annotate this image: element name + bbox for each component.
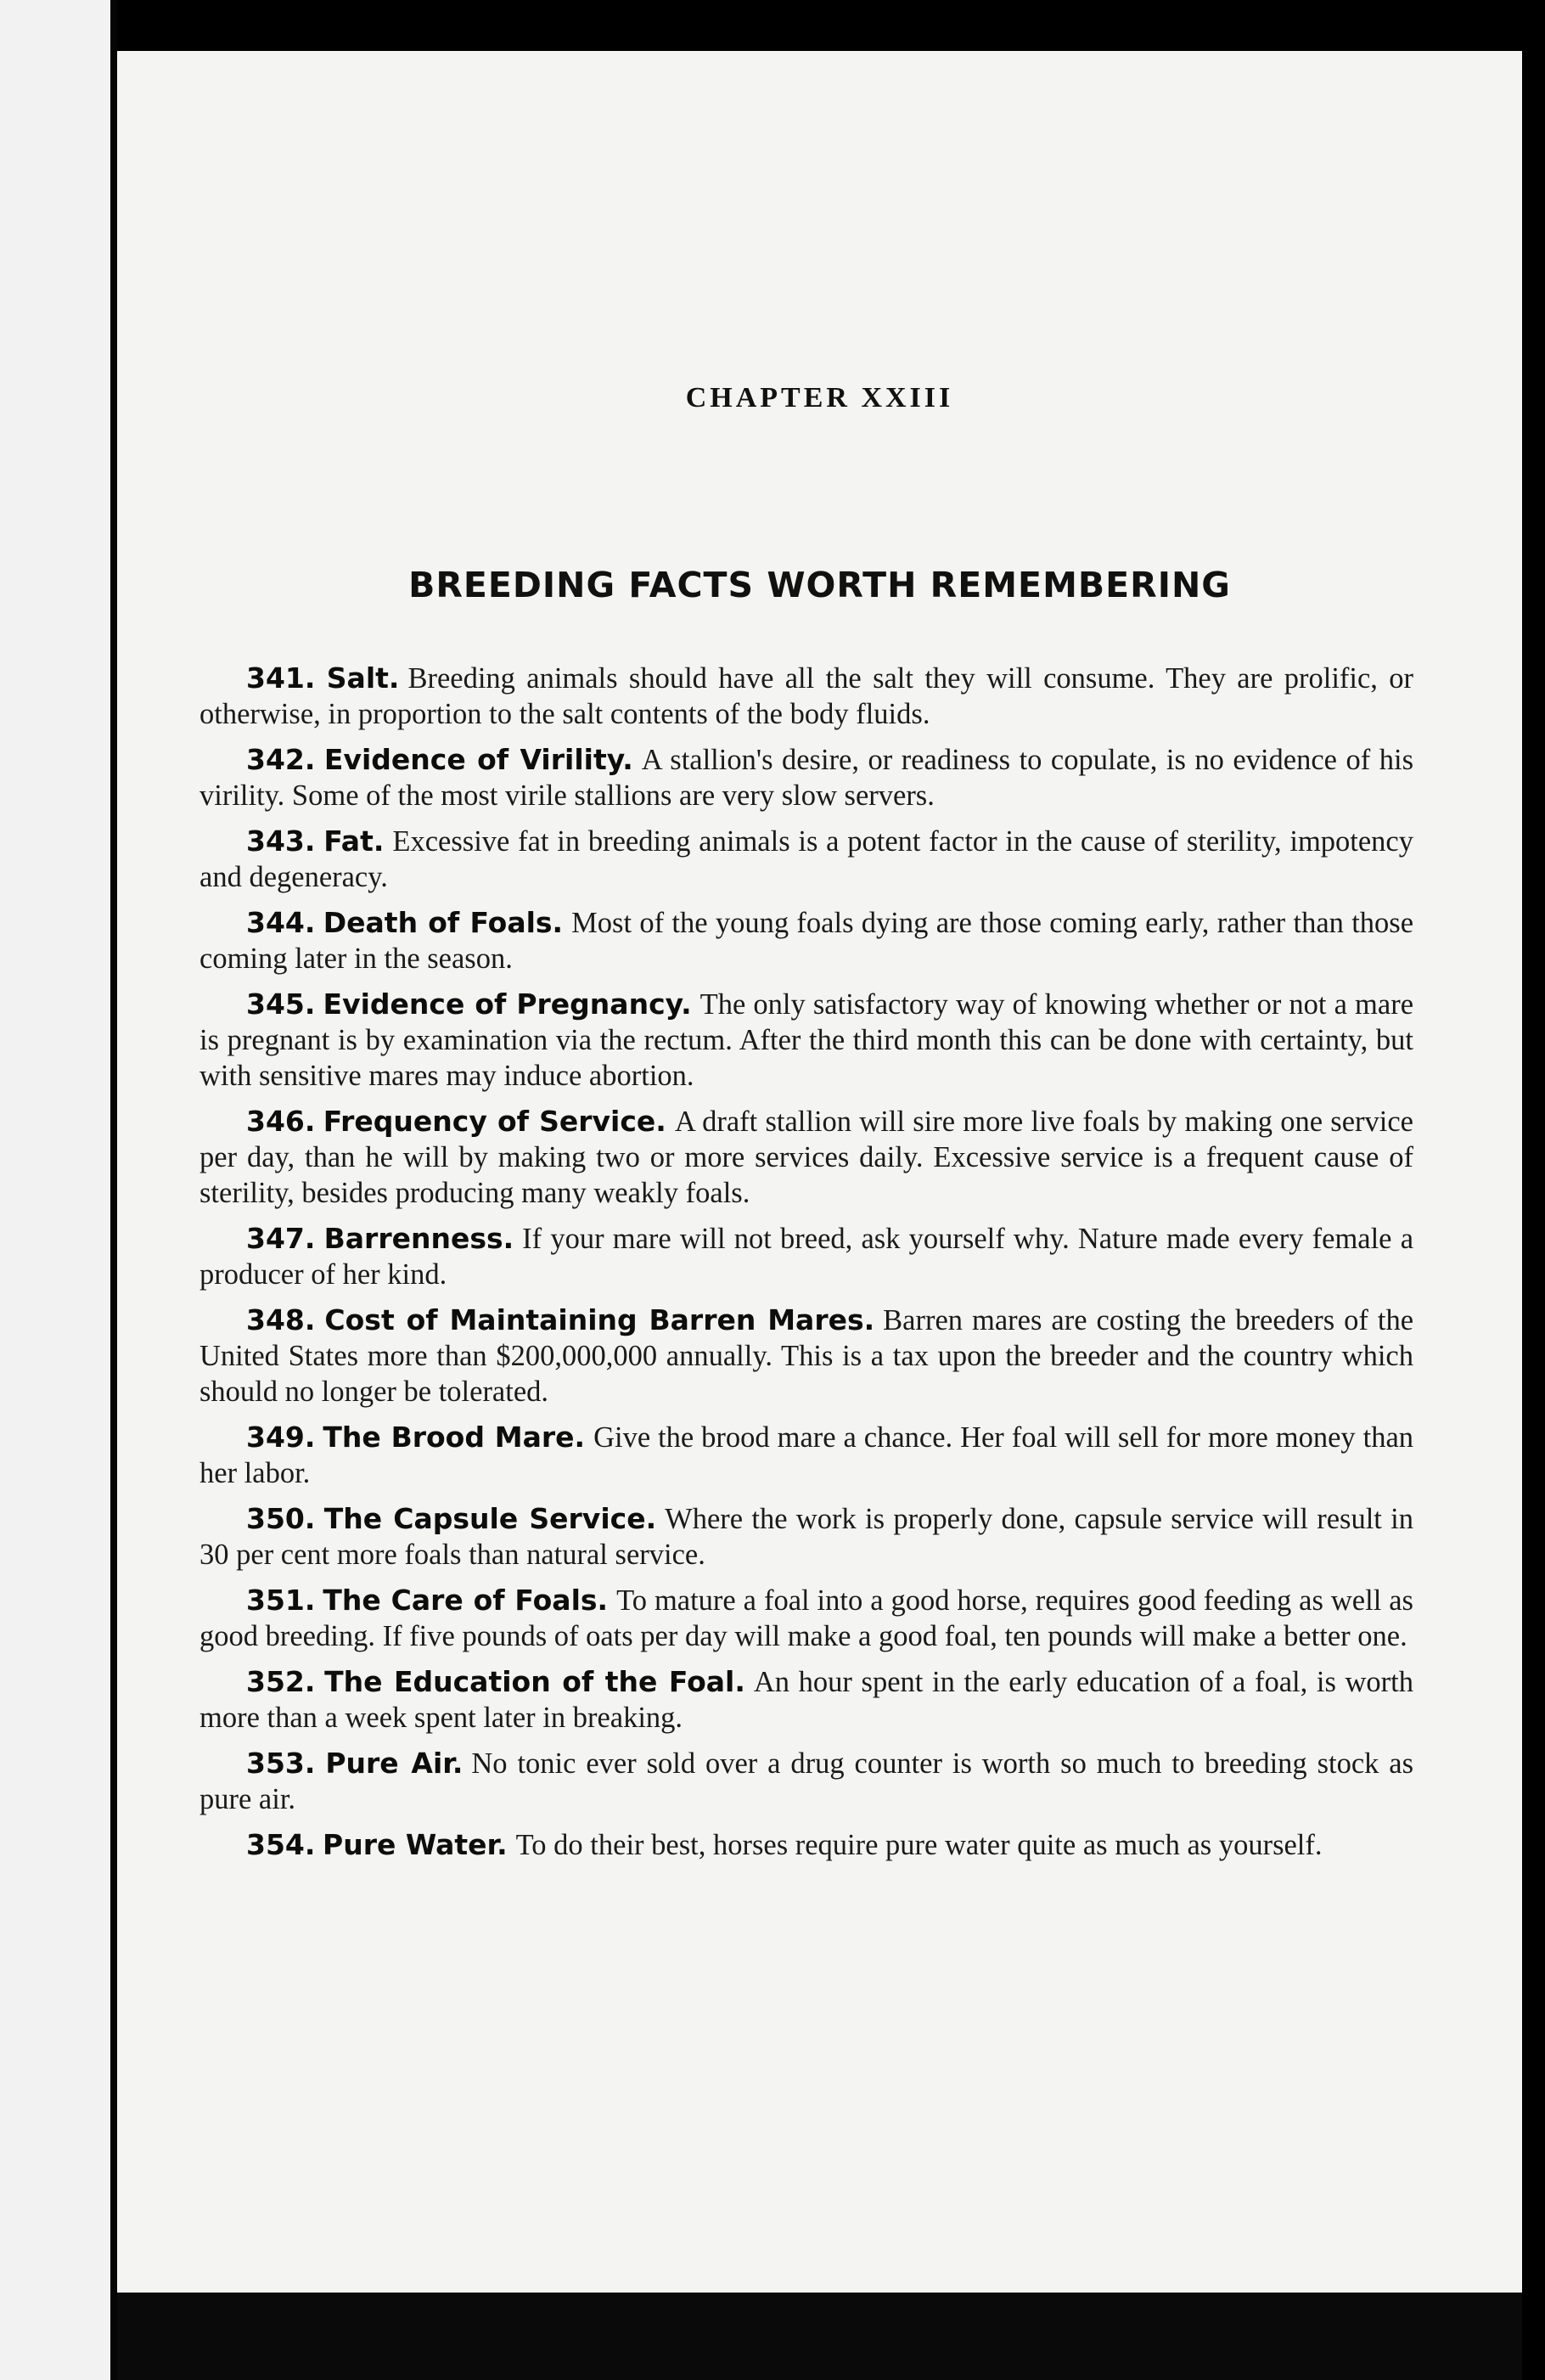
entry-heading: The Brood Mare. <box>323 1421 586 1454</box>
book-page <box>117 51 1522 2293</box>
chapter-heading: CHAPTER XXIII <box>685 382 954 414</box>
entry-text: Most of the young foals dying are those coming early, rather than those coming later in the season. <box>199 907 1414 975</box>
breeding-facts-list <box>199 661 1413 1873</box>
fact-entry-352 <box>199 1664 1413 1736</box>
adjacent-page-edge <box>0 0 110 2380</box>
entry-number: 351. <box>246 1584 316 1617</box>
entry-text: Where the work is properly done, capsule service will result in 30 per cent more foals than natural service. <box>199 1503 1413 1571</box>
entry-number: 344. <box>246 906 316 939</box>
entry-heading: Cost of Maintaining Barren Mares. <box>324 1303 875 1336</box>
entry-number: 342. <box>246 743 316 776</box>
fact-entry-342 <box>199 742 1413 813</box>
fact-entry-343 <box>199 824 1413 895</box>
entry-text: To do their best, horses require pure water quite as much as yourself. <box>515 1829 1323 1861</box>
fact-entry-354 <box>199 1827 1413 1863</box>
entry-text: The only satisfactory way of knowing whether or not a mare is pregnant is by examination via the rectum. After the third month this can be done with certainty, but with sensitive mares may induce abortion. <box>199 988 1414 1092</box>
entry-heading: The Education of the Foal. <box>324 1665 745 1698</box>
entry-number: 352. <box>246 1665 316 1698</box>
entry-number: 354. <box>246 1828 316 1861</box>
entry-number: 349. <box>246 1421 316 1454</box>
fact-entry-349 <box>199 1420 1413 1491</box>
section-title: BREEDING FACTS WORTH REMEMBERING <box>408 565 1231 605</box>
entry-text: If your mare will not breed, ask yourself why. Nature made every female a producer of her kind. <box>199 1223 1414 1291</box>
fact-entry-351 <box>199 1583 1413 1654</box>
entry-heading: Barrenness. <box>323 1222 514 1255</box>
entry-heading: Pure Water. <box>323 1828 508 1861</box>
fact-entry-344 <box>199 905 1413 976</box>
entry-number: 341. <box>246 661 316 695</box>
entry-number: 353. <box>246 1747 316 1780</box>
page-gutter-shadow <box>110 0 117 2380</box>
fact-entry-341 <box>199 661 1413 732</box>
entry-heading: The Capsule Service. <box>323 1502 657 1535</box>
entry-heading: Salt. <box>326 661 400 695</box>
fact-entry-353 <box>199 1746 1413 1817</box>
entry-text: Give the brood mare a chance. Her foal will sell for more money than her labor. <box>199 1421 1414 1489</box>
entry-text: Excessive fat in breeding animals is a potent factor in the cause of sterility, impotency and degeneracy. <box>199 825 1413 893</box>
entry-heading: The Care of Foals. <box>323 1584 609 1617</box>
entry-text: A stallion's desire, or readiness to copulate, is no evidence of his virility. Some of the most virile stallions are very slow servers. <box>199 744 1413 812</box>
entry-number: 348. <box>246 1303 316 1336</box>
fact-entry-350 <box>199 1501 1413 1573</box>
entry-text: An hour spent in the early education of a foal, is worth more than a week spent later in breaking. <box>199 1666 1413 1734</box>
fact-entry-345 <box>199 987 1413 1094</box>
entry-text: To mature a foal into a good horse, requires good feeding as well as good breeding. If five pounds of oats per day will make a good foal, ten pounds will make a better one. <box>199 1584 1413 1652</box>
entry-heading: Evidence of Pregnancy. <box>323 987 692 1021</box>
entry-heading: Frequency of Service. <box>323 1105 666 1138</box>
entry-number: 350. <box>246 1502 316 1535</box>
page-bottom-shadow <box>117 2293 1522 2380</box>
entry-number: 346. <box>246 1105 316 1138</box>
entry-text: A draft stallion will sire more live foals by making one service per day, than he will by making two or more services daily. Excessive service is a frequent cause of sterility, besides producing many weakly foals. <box>199 1106 1413 1209</box>
entry-text: No tonic ever sold over a drug counter is worth so much to breeding stock as pure air. <box>199 1747 1414 1815</box>
entry-text: Barren mares are costing the breeders of the United States more than $200,000,000 annually. This is a tax upon the breeder and the country which should no longer be tolerated. <box>199 1304 1414 1408</box>
fact-entry-346 <box>199 1104 1413 1211</box>
entry-number: 343. <box>246 824 316 858</box>
fact-entry-347 <box>199 1221 1413 1292</box>
entry-heading: Evidence of Virility. <box>323 743 633 776</box>
entry-heading: Pure Air. <box>325 1747 464 1780</box>
entry-text: Breeding animals should have all the salt they will consume. They are prolific, or otherwise, in proportion to the salt contents of the body fluids. <box>199 662 1414 730</box>
fact-entry-348 <box>199 1303 1413 1409</box>
entry-heading: Death of Foals. <box>323 906 564 939</box>
entry-number: 345. <box>246 987 316 1021</box>
entry-heading: Fat. <box>323 824 385 858</box>
entry-number: 347. <box>246 1222 316 1255</box>
